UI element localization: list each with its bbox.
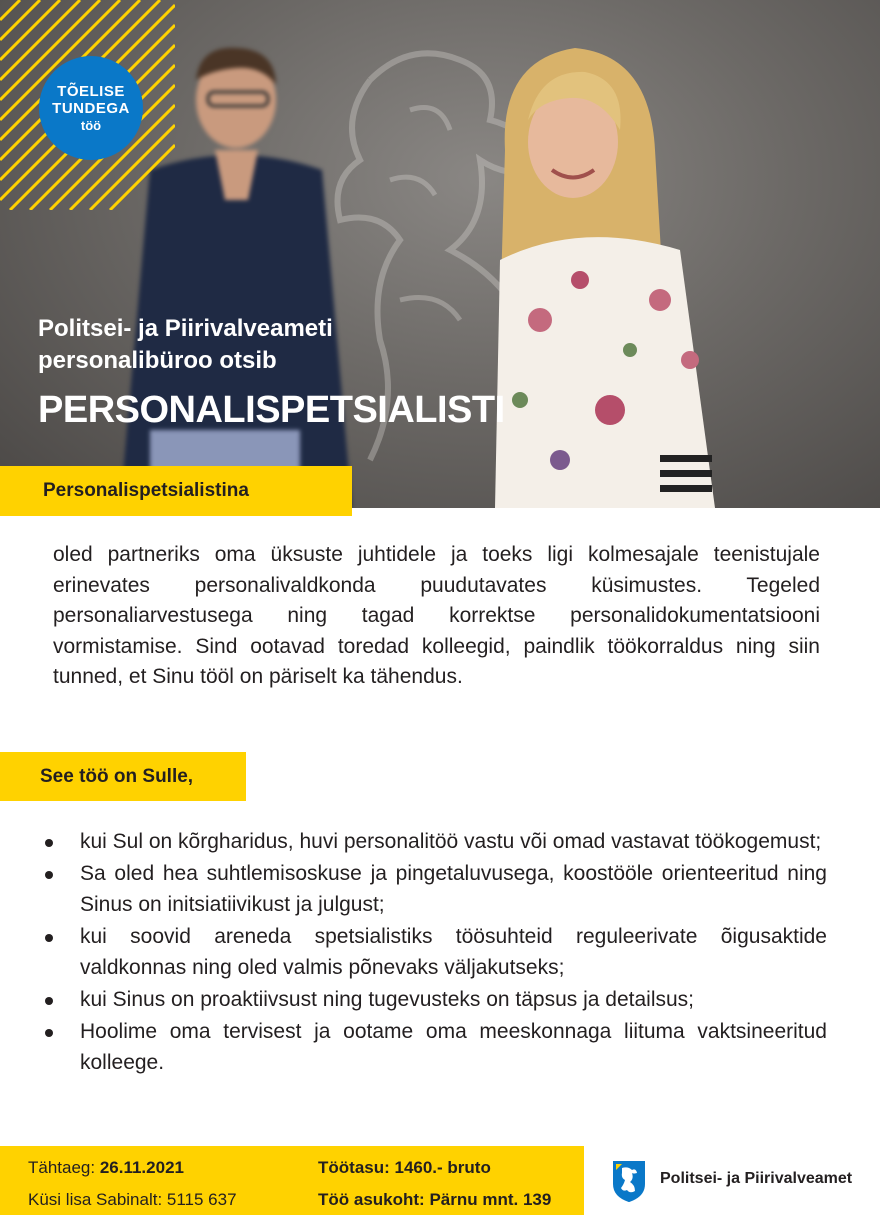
hero-heading (38, 313, 505, 432)
requirements-list (45, 826, 827, 1079)
list-item: kui soovid areneda spetsialistiks töösuhteid reguleerivate õigusaktide valdkonnas ning oled valmis põnevaks väljakutseks; (45, 921, 827, 983)
campaign-badge: TÕELISE TUNDEGA töö (39, 56, 143, 160)
role-description: oled partneriks oma üksuste juhtidele ja toeks ligi kolmesajale teenistujale erinevates personalivaldkonda puudutavates küsimustes. Tegeled personaliarvestusega ning tagad korrektse personalidokumentatsiooni vormistamise. Sind ootavad toredad kolleegid, paindlik töökorraldus ning siin tunned, et Sinu tööl on päriselt ka tähendus. (53, 543, 820, 688)
salary: Töötasu: 1460.- bruto (318, 1158, 491, 1177)
police-shield-logo-icon (612, 1160, 646, 1202)
list-item: kui Sul on kõrgharidus, huvi personalitöö vastu või omad vastavat töökogemust; (45, 826, 827, 857)
section-label-role: Personalispetsialistina (0, 466, 352, 516)
list-item: Hoolime oma tervisest ja ootame oma meeskonnaga liituma vaktsineeritud kolleege. (45, 1016, 827, 1078)
list-item: Sa oled hea suhtlemisoskuse ja pingetaluvusega, koostööle orienteeritud ning Sinus on initsiatiivikust ja julgust; (45, 858, 827, 920)
bullet-icon (45, 839, 53, 847)
deadline: Tähtaeg: 26.11.2021 (28, 1158, 184, 1177)
hero-subtitle: Politsei- ja Piirivalveameti personalibüroo otsib (38, 315, 333, 374)
hero-image (0, 0, 880, 508)
work-location: Töö asukoht: Pärnu mnt. 139 (318, 1190, 552, 1209)
bullet-icon (45, 1029, 53, 1037)
bullet-icon (45, 997, 53, 1005)
bullet-icon (45, 871, 53, 879)
job-title: PERSONALISPETSIALISTI (38, 389, 505, 431)
contact-info: Küsi lisa Sabinalt: 5115 637 (28, 1190, 237, 1209)
bullet-icon (45, 934, 53, 942)
section-label-requirements: See töö on Sulle, (0, 752, 246, 801)
organization-name: Politsei- ja Piirivalveamet (660, 1170, 853, 1187)
list-item: kui Sinus on proaktiivsust ning tugevusteks on täpsus ja detailsus; (45, 984, 827, 1015)
